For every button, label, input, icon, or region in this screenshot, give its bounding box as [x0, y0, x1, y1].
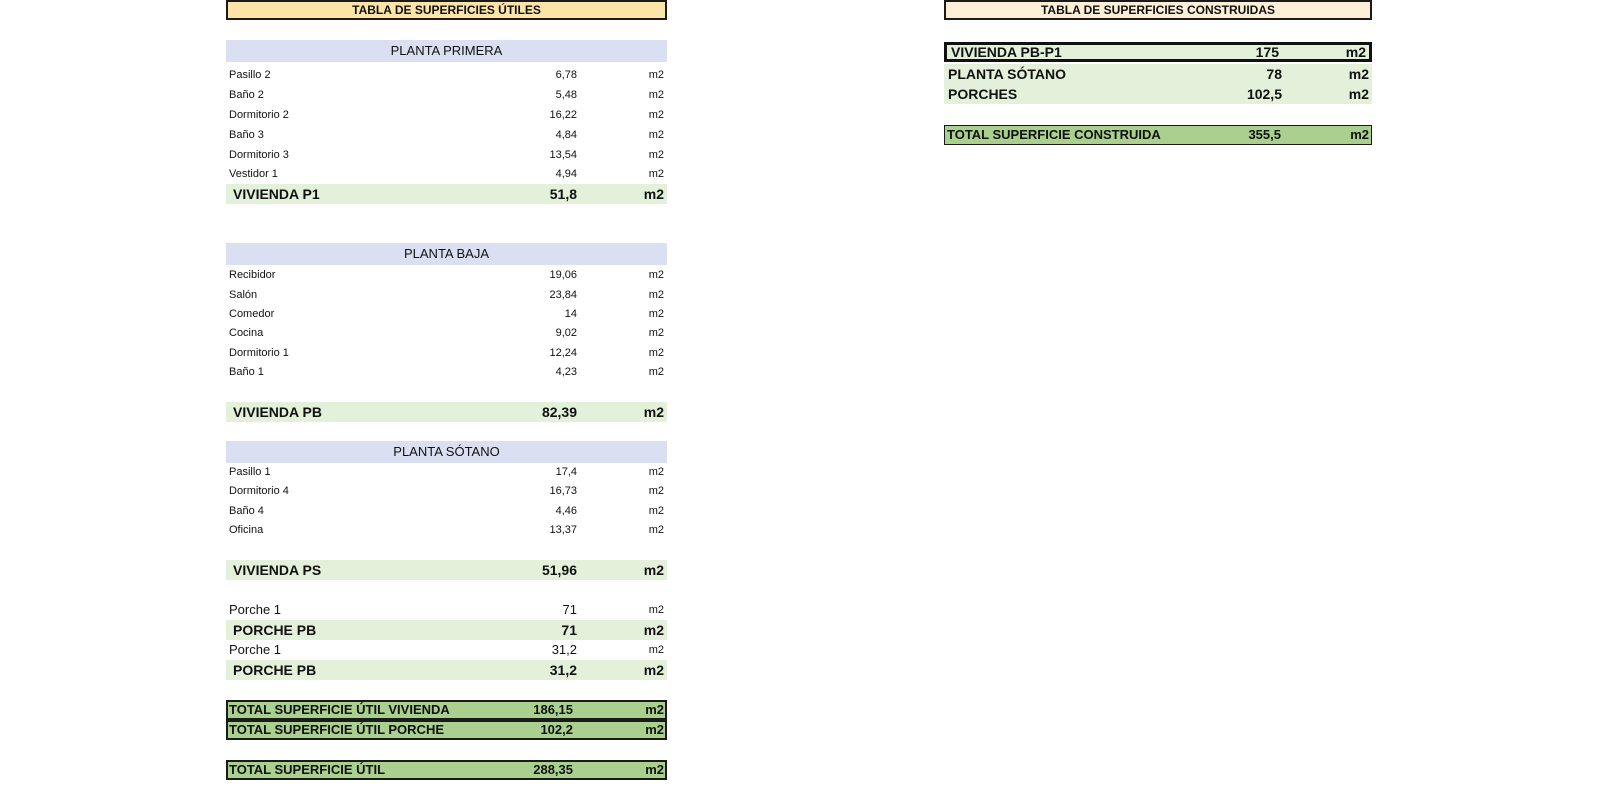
room-area: 23,84 — [549, 289, 577, 301]
total-area: 355,5 — [1248, 127, 1281, 142]
table-row — [944, 64, 1372, 84]
floor-basement-header: PLANTA SÓTANO — [226, 441, 667, 463]
area-unit: m2 — [1348, 86, 1369, 102]
subtotal-area: 51,96 — [541, 562, 577, 578]
table-row — [226, 145, 667, 165]
floor-first-header: PLANTA PRIMERA — [226, 40, 667, 62]
room-name: Pasillo 2 — [229, 69, 271, 81]
area-unit: m2 — [643, 662, 664, 678]
room-name: Vestidor 1 — [229, 168, 278, 180]
subtotal-row — [226, 620, 667, 640]
area-value: 102,5 — [1246, 86, 1282, 102]
subtotal-row — [226, 184, 667, 204]
area-unit: m2 — [648, 129, 664, 141]
subtotal-row — [226, 402, 667, 422]
room-name: Dormitorio 3 — [229, 149, 289, 161]
area-name: PLANTA SÓTANO — [948, 66, 1066, 82]
table-row — [226, 164, 667, 184]
table-row — [226, 65, 667, 85]
room-area: 14 — [564, 308, 577, 320]
total-area: 102,2 — [540, 722, 573, 737]
useful-areas-title: TABLA DE SUPERFICIES ÚTILES — [226, 0, 667, 20]
floor-ground-header: PLANTA BAJA — [226, 243, 667, 265]
subtotal-row — [226, 560, 667, 580]
room-name: Dormitorio 4 — [229, 485, 289, 497]
area-unit: m2 — [643, 186, 664, 202]
room-name: Baño 2 — [229, 89, 264, 101]
table-row — [226, 304, 667, 324]
porch-name: Porche 1 — [229, 642, 282, 657]
table-row — [226, 285, 667, 305]
subtotal-name: PORCHE PB — [233, 662, 317, 678]
room-name: Cocina — [229, 327, 264, 339]
room-area: 6,78 — [555, 69, 577, 81]
area-unit: m2 — [1345, 44, 1366, 60]
total-name: TOTAL SUPERFICIE CONSTRUIDA — [947, 127, 1161, 142]
table-row — [226, 105, 667, 125]
room-area: 13,54 — [549, 149, 577, 161]
area-unit: m2 — [648, 347, 664, 359]
table-row — [226, 343, 667, 363]
area-unit: m2 — [648, 289, 664, 301]
room-area: 16,22 — [549, 109, 577, 121]
built-areas-title: TABLA DE SUPERFICIES CONSTRUIDAS — [944, 0, 1372, 20]
room-name: Oficina — [229, 524, 264, 536]
room-area: 5,48 — [555, 89, 577, 101]
subtotal-name: VIVIENDA PB — [233, 404, 322, 420]
area-unit: m2 — [645, 722, 664, 737]
area-unit: m2 — [1350, 127, 1369, 142]
room-area: 16,73 — [549, 485, 577, 497]
area-value: 175 — [1255, 44, 1279, 60]
area-unit: m2 — [648, 485, 664, 497]
room-area: 12,24 — [549, 347, 577, 359]
subtotal-name: PORCHE PB — [233, 622, 317, 638]
table-row — [226, 125, 667, 145]
table-row — [944, 84, 1372, 104]
room-name: Baño 3 — [229, 129, 264, 141]
area-unit: m2 — [648, 308, 664, 320]
area-name: VIVIENDA PB-P1 — [951, 44, 1062, 60]
area-unit: m2 — [643, 562, 664, 578]
area-unit: m2 — [648, 644, 664, 656]
area-unit: m2 — [645, 762, 664, 777]
table-row — [226, 600, 667, 620]
subtotal-area: 82,39 — [541, 404, 577, 420]
subtotal-area: 51,8 — [549, 186, 577, 202]
area-unit: m2 — [648, 366, 664, 378]
room-area: 4,94 — [555, 168, 577, 180]
total-area: 288,35 — [533, 762, 573, 777]
subtotal-area: 31,2 — [549, 662, 577, 678]
room-area: 19,06 — [549, 269, 577, 281]
room-area: 4,84 — [555, 129, 577, 141]
room-name: Pasillo 1 — [229, 466, 271, 478]
subtotal-row — [226, 660, 667, 680]
area-unit: m2 — [648, 466, 664, 478]
subtotal-name: VIVIENDA P1 — [233, 186, 320, 202]
room-area: 13,37 — [549, 524, 577, 536]
area-unit: m2 — [645, 702, 664, 717]
total-name: TOTAL SUPERFICIE ÚTIL VIVIENDA — [229, 702, 450, 717]
room-name: Baño 1 — [229, 366, 264, 378]
total-row — [226, 720, 667, 740]
area-value: 78 — [1266, 66, 1282, 82]
total-area: 186,15 — [533, 702, 573, 717]
subtotal-name: VIVIENDA PS — [233, 562, 322, 578]
area-unit: m2 — [1348, 66, 1369, 82]
area-unit: m2 — [648, 168, 664, 180]
grand-total-row — [226, 760, 667, 780]
total-name: TOTAL SUPERFICIE ÚTIL PORCHE — [229, 722, 445, 737]
table-row — [226, 640, 667, 660]
porch-name: Porche 1 — [229, 602, 282, 617]
table-row — [226, 481, 667, 501]
room-area: 4,23 — [555, 366, 577, 378]
area-unit: m2 — [648, 604, 664, 616]
room-name: Comedor — [229, 308, 275, 320]
table-row — [226, 501, 667, 521]
room-name: Baño 4 — [229, 505, 264, 517]
area-unit: m2 — [643, 622, 664, 638]
room-area: 4,46 — [555, 505, 577, 517]
room-area: 17,4 — [555, 466, 577, 478]
table-row — [944, 42, 1372, 62]
room-name: Salón — [229, 289, 258, 301]
table-row — [226, 85, 667, 105]
area-unit: m2 — [643, 404, 664, 420]
table-row — [226, 265, 667, 285]
porch-area: 71 — [562, 602, 577, 617]
area-unit: m2 — [648, 69, 664, 81]
room-name: Dormitorio 1 — [229, 347, 289, 359]
area-unit: m2 — [648, 327, 664, 339]
total-row — [226, 700, 667, 720]
table-row — [226, 520, 667, 540]
table-row — [226, 362, 667, 382]
room-name: Dormitorio 2 — [229, 109, 289, 121]
total-name: TOTAL SUPERFICIE ÚTIL — [229, 762, 386, 777]
area-unit: m2 — [648, 89, 664, 101]
porch-area: 31,2 — [551, 642, 577, 657]
area-unit: m2 — [648, 524, 664, 536]
total-row — [944, 125, 1372, 145]
table-row — [226, 462, 667, 482]
room-name: Recibidor — [229, 269, 276, 281]
area-unit: m2 — [648, 269, 664, 281]
subtotal-area: 71 — [561, 622, 577, 638]
area-unit: m2 — [648, 149, 664, 161]
area-unit: m2 — [648, 505, 664, 517]
area-name: PORCHES — [948, 86, 1018, 102]
table-row — [226, 323, 667, 343]
room-area: 9,02 — [555, 327, 577, 339]
area-unit: m2 — [648, 109, 664, 121]
